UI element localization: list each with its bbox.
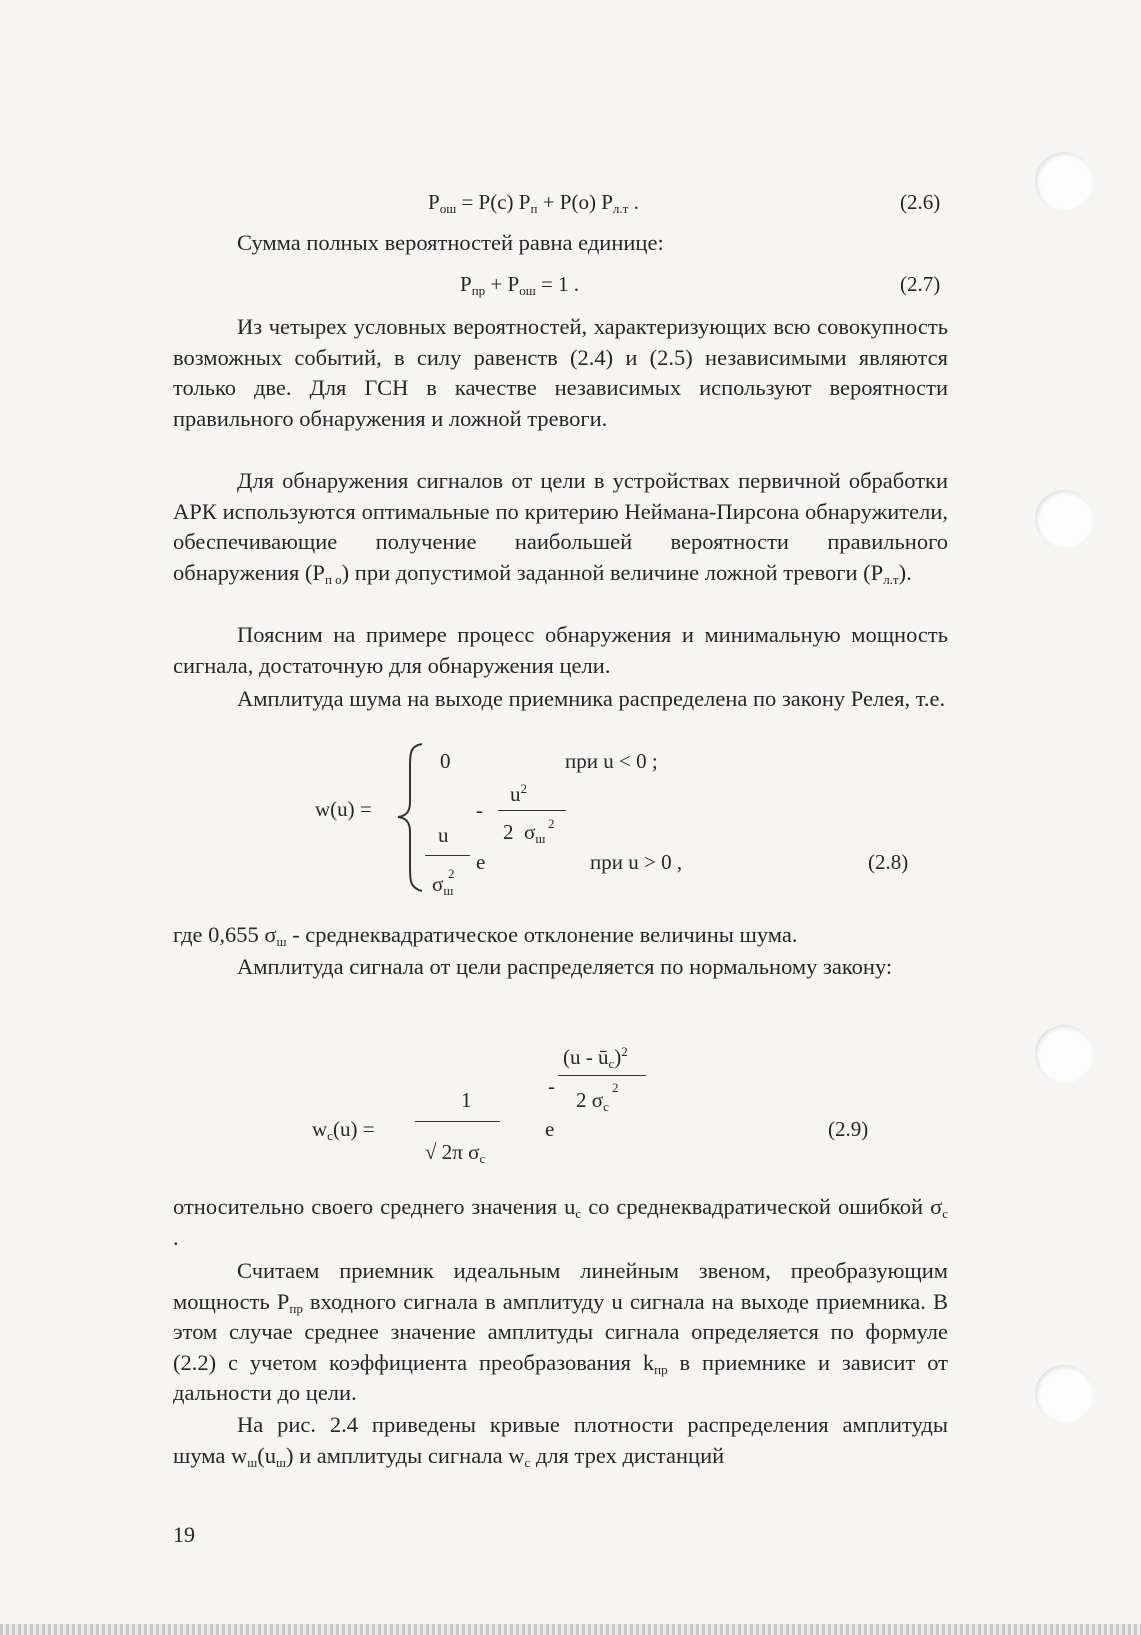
paragraph-normal-law: Амплитуда сигнала от цели распределяется по нормальному закону: bbox=[237, 954, 893, 979]
paragraph-conditional-probabilities: Из четырех условных вероятностей, характеризующих всю совокупность возможных событий, в силу равенств (2.4) и (2.5) независимыми являются только две. Для ГСН в качестве независимых используют вероятности правильного обнаружения и ложной тревоги. bbox=[173, 314, 948, 431]
document-page: $P_{ош} = P(c) P_п + P(o)$ $P_{л.т}$ . (2.6) Сумма полных вероятностей равна единице: $P_{пр} + P_{ош} = 1$ . (2.7) Из четырех условных вероятностей, характеризующих всю совокупность возможных событий, в силу равенств (2.4) и (2.5) независимыми являются только две. Для ГСН в качестве независимых используют вероятности правильного обнаружения и ложной тревоги. Для обнаружения сигналов от цели в устройствах первичной обработки АРК используются оптимальные по критерию Неймана-Пирсона обнаружители, обеспечивающие получение наибольшей вероятности правильного обнаружения $(P_{п о})$ при допустимой заданной величине ложной тревоги $(P_{л.т})$. Поясним на примере процесс обнаружения и минимальную мощность сигнала, достаточную для обнаружения цели. Амплитуда шума на выходе приемника распределена по закону Релея, т.е. w(u) = 0 при u < 0 ; - $u^2$ 2 $\sigma_ш$ 2 u $\sigma_ш$ 2 e при u > 0 , (2.8) где 0,655 $\sigma_ш$ - среднеквадратическое отклонение величины шума. Амплитуда сигнала от цели распределяется по нормальному закону: $w_c(u)$ = 1 √ 2π $\sigma_с$ e - $(u - ū_с)^2$ 2 $\sigma_с$ 2 (2.9) относительно своего среднего значения $u_с$ со среднеквадратической ошибкой $\sigma_с$ . Считаем приемник идеальным линейным звеном, преобразующим мощность $P_{пр}$ входного сигнала в амплитуду u сигнала на выходе приемника. В этом случае среднее значение амплитуды сигнала определяется по формуле (2.2) с учетом коэффициента преобразования $k_{пр}$ в приемнике и зависит от дальности до цели. На рис. 2.4 приведены кривые плотности распределения амплитуды шума $w_ш(u_ш)$ и амплитуды сигнала $w_с$ для трех дистанций 19 bbox=[0, 0, 1141, 1635]
paragraph-neyman-pearson: Для обнаружения сигналов от цели в устройствах первичной обработки АРК используются оптимальные по критерию Неймана-Пирсона обнаружители, обеспечивающие получение наибольшей вероятности правильного обнаружения $(P_{п о})$ при допустимой заданной величине ложной тревоги $(P_{л.т})$. bbox=[173, 468, 948, 587]
equation-number-2-6: (2.6) bbox=[900, 190, 941, 214]
scan-edge bbox=[0, 1624, 1141, 1635]
equation-2-7: $P_{пр} + P_{ош} = 1$ . bbox=[460, 272, 580, 298]
equation-2-6: $P_{ош} = P(c) P_п + P(o)$ $P_{л.т}$ . bbox=[428, 190, 639, 216]
binder-hole-4 bbox=[1035, 1365, 1093, 1423]
paragraph-mean-value: относительно своего среднего значения $u_с$ со среднеквадратической ошибкой $\sigma_с$ . bbox=[173, 1194, 948, 1250]
paragraph-sum: Сумма полных вероятностей равна единице: bbox=[237, 230, 664, 255]
paragraph-rayleigh: Амплитуда шума на выходе приемника распределена по закону Релея, т.е. bbox=[237, 686, 946, 711]
paragraph-figure-reference: На рис. 2.4 приведены кривые плотности распределения амплитуды шума $w_ш(u_ш)$ и амплитуды сигнала $w_с$ для трех дистанций bbox=[173, 1412, 948, 1470]
page-number: 19 bbox=[173, 1522, 195, 1547]
brace-icon bbox=[392, 740, 432, 895]
binder-hole-2 bbox=[1035, 490, 1093, 548]
equation-number-2-8: (2.8) bbox=[868, 850, 909, 874]
equation-number-2-7: (2.7) bbox=[900, 272, 941, 296]
paragraph-example: Поясним на примере процесс обнаружения и минимальную мощность сигнала, достаточную для обнаружения цели. bbox=[173, 622, 948, 678]
paragraph-ideal-receiver: Считаем приемник идеальным линейным звеном, преобразующим мощность $P_{пр}$ входного сигнала в амплитуду u сигнала на выходе приемника. В этом случае среднее значение амплитуды сигнала определяется по формуле (2.2) с учетом коэффициента преобразования $k_{пр}$ в приемнике и зависит от дальности до цели. bbox=[173, 1258, 948, 1405]
paragraph-rms-noise: где 0,655 $\sigma_ш$ - среднеквадратическое отклонение величины шума. bbox=[173, 922, 798, 949]
binder-hole-1 bbox=[1035, 152, 1093, 210]
binder-hole-3 bbox=[1035, 1025, 1093, 1083]
equation-number-2-9: (2.9) bbox=[828, 1117, 869, 1141]
